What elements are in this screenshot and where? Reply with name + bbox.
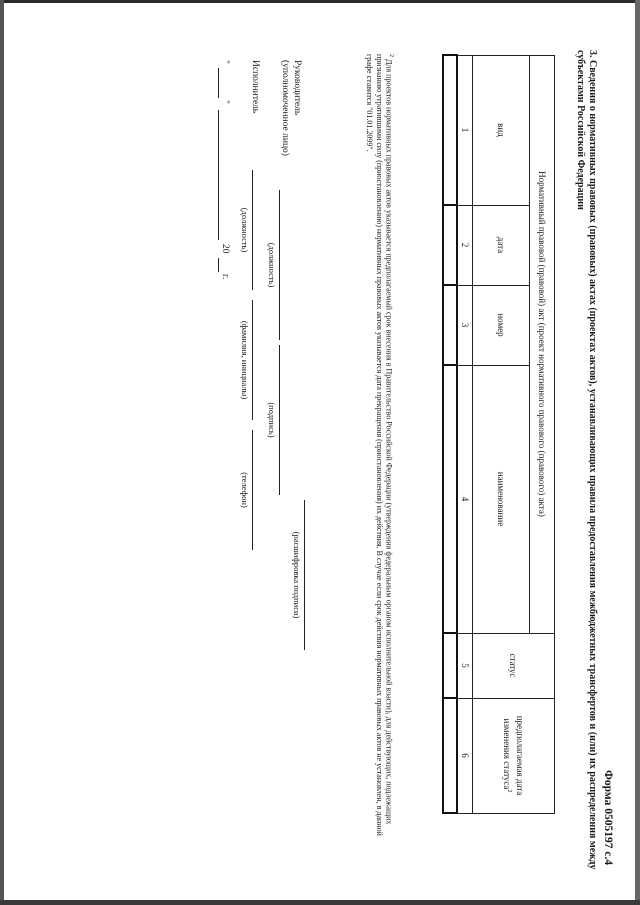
executor-label: Исполнитель (250, 60, 260, 114)
rotated-form-page (20, 20, 620, 890)
empty-cell (443, 633, 457, 698)
date-year-prefix: 20 (220, 244, 230, 254)
head-position-line (279, 190, 280, 340)
executor-phone-caption: (телефон) (240, 472, 250, 508)
executor-phone-line (252, 430, 253, 550)
col-number-6: 6 (457, 698, 473, 813)
footnote (365, 54, 395, 844)
col-header-status-date: предполагаемая дата изменения статуса$^2$ (473, 698, 555, 813)
date-month-line (218, 110, 219, 240)
date-year-line (218, 258, 219, 272)
date-day-line (218, 68, 219, 98)
col-header-status: статус (473, 633, 555, 698)
empty-cell (443, 285, 457, 365)
executor-name-caption: (фамилия, инициалы) (240, 320, 250, 400)
date-year-suffix: г. (220, 274, 230, 280)
group-header-cell (530, 55, 555, 633)
col-header-number: номер (473, 285, 530, 365)
footnote-mark: 2 (506, 789, 513, 793)
col-number-3: 3 (457, 285, 473, 365)
head-label-authorized: (уполномоченное лицо) (280, 60, 290, 156)
section-heading: 3. Сведения о нормативных правовых (правовых) актах (проектах актов), устанавливающих правила предоставления межбюджетных трансфертов и (или) их распределения между субъектами Российской Федерации (575, 50, 598, 870)
head-name-line (304, 500, 305, 650)
col-header-kind: вид (473, 55, 530, 205)
empty-cell (443, 698, 457, 813)
executor-position-line (252, 170, 253, 290)
empty-cell (443, 205, 457, 285)
scan-border-right (635, 0, 640, 905)
scan-border-left (0, 0, 4, 905)
acts-table (442, 54, 555, 814)
group-header: Нормативный правовой (правовой) акт (проект нормативного правового (правового) акта) (537, 171, 547, 517)
footnote-text: Для проектов нормативных правовых актов указывается предполагаемый срок внесения в Правительство Российской Федерации (утверждения федеральным органом исполнительной власти), для действующих, подлежащих признанию утратившими силу (приостановлению) нормативных правовых актов указывается дата прекращения (приостановления) их действия. В случае если срок действия нормативных правовых актов не установлен, в данной графе ставится "01.01.2099". (365, 54, 394, 836)
executor-name-line (252, 300, 253, 420)
head-position-caption: (должность) (267, 242, 277, 288)
col-header-date: дата (473, 205, 530, 285)
col-number-4: 4 (457, 365, 473, 633)
head-name-caption: (расшифровка подписи) (292, 531, 302, 619)
head-label: Руководитель (292, 60, 302, 116)
date-quote-close: " (220, 100, 230, 104)
head-signature-caption: (подпись) (267, 402, 277, 438)
empty-cell (443, 365, 457, 633)
executor-position-caption: (должность) (240, 207, 250, 253)
scan-border-bottom (0, 900, 640, 905)
col-header-name: наименование (473, 365, 530, 633)
head-signature-line (279, 345, 280, 495)
col-number-5: 5 (457, 633, 473, 698)
form-number: Форма 0505197 с.4 (602, 770, 614, 866)
date-quote-open: " (220, 60, 230, 64)
footnote-number: 2 (388, 54, 394, 57)
empty-cell (443, 55, 457, 205)
scan-border-top (0, 0, 640, 3)
col-number-1: 1 (457, 55, 473, 205)
col-number-2: 2 (457, 205, 473, 285)
